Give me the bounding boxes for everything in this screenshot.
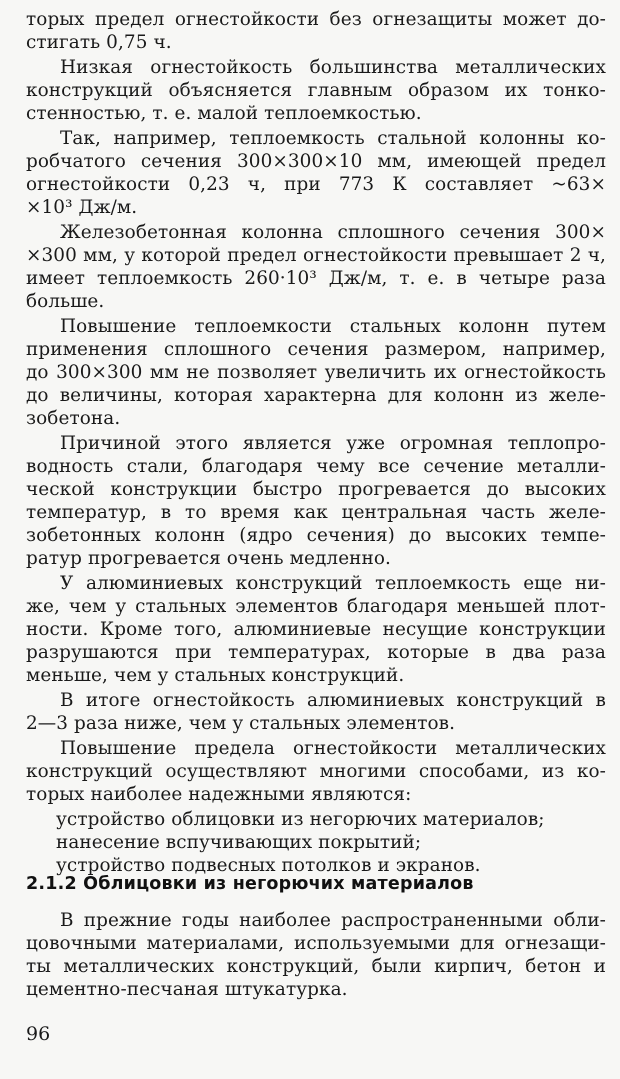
text-line: В прежние годы наиболее распространенными обли- bbox=[60, 910, 606, 931]
text-line: Повышение теплоемкости стальных колонн путем bbox=[60, 316, 606, 337]
text-line: имеет теплоемкость 260·10³ Дж/м, т. е. в четыре раза bbox=[26, 268, 606, 289]
text-line: зобетонных колонн (ядро сечения) до высоких темпе- bbox=[26, 525, 606, 546]
method-list bbox=[26, 808, 606, 877]
text-line: Железобетонная колонна сплошного сечения 300× bbox=[60, 222, 606, 243]
text-line: ×300 мм, у которой предел огнестойкости превышает 2 ч, bbox=[26, 245, 606, 266]
paragraph bbox=[26, 432, 606, 570]
text-line: стенностью, т. е. малой теплоемкостью. bbox=[26, 103, 422, 124]
paragraph bbox=[26, 8, 606, 54]
text-line: же, чем у стальных элементов благодаря меньшей плот- bbox=[26, 596, 606, 617]
text-line: температур, в то время как центральная часть желе- bbox=[26, 502, 606, 523]
text-line: В итоге огнестойкость алюминиевых конструкций в bbox=[60, 690, 606, 711]
text-line: Так, например, теплоемкость стальной колонны ко- bbox=[60, 128, 606, 149]
page-number: 96 bbox=[26, 1023, 51, 1045]
text-line: ратур прогревается очень медленно. bbox=[26, 548, 392, 569]
paragraph bbox=[26, 737, 606, 806]
text-line: ты металлических конструкций, были кирпич, бетон и bbox=[26, 956, 606, 977]
text-line: Причиной этого является уже огромная теплопро- bbox=[60, 433, 606, 454]
text-line: ×10³ Дж/м. bbox=[26, 197, 138, 218]
text-line: торых предел огнестойкости без огнезащиты может до- bbox=[26, 9, 606, 30]
list-item: нанесение вспучивающих покрытий; bbox=[56, 832, 422, 853]
paragraph bbox=[26, 56, 606, 125]
text-line: Повышение предела огнестойкости металлических bbox=[60, 738, 606, 759]
text-line: меньше, чем у стальных конструкций. bbox=[26, 665, 405, 686]
main-text bbox=[26, 8, 606, 879]
text-line: конструкций объясняется главным образом их тонко- bbox=[26, 80, 606, 101]
text-line: робчатого сечения 300×300×10 мм, имеющей предел bbox=[26, 151, 606, 172]
text-line: Низкая огнестойкость большинства металлических bbox=[60, 57, 606, 78]
text-line: зобетона. bbox=[26, 408, 121, 429]
text-line: водность стали, благодаря чему все сечение металли- bbox=[26, 456, 606, 477]
section-heading: 2.1.2 Облицовки из негорючих материалов bbox=[26, 874, 474, 894]
text-line: огнестойкости 0,23 ч, при 773 К составляет ~63× bbox=[26, 174, 606, 195]
paragraph bbox=[26, 221, 606, 313]
paragraph bbox=[26, 127, 606, 219]
text-line: торых наиболее надежными являются: bbox=[26, 784, 412, 805]
text-line: конструкций осуществляют многими способами, из ко- bbox=[26, 761, 606, 782]
text-line: цементно-песчаная штукатурка. bbox=[26, 979, 348, 1000]
text-line: до 300×300 мм не позволяет увеличить их огнестойкость bbox=[26, 362, 606, 383]
text-line: ности. Кроме того, алюминиевые несущие конструкции bbox=[26, 619, 606, 640]
text-line: больше. bbox=[26, 291, 105, 312]
text-line: разрушаются при температурах, которые в два раза bbox=[26, 642, 606, 663]
text-line: 2—3 раза ниже, чем у стальных элементов. bbox=[26, 713, 456, 734]
paragraph bbox=[26, 315, 606, 430]
text-line: применения сплошного сечения размером, например, bbox=[26, 339, 606, 360]
list-item: устройство подвесных потолков и экранов. bbox=[56, 855, 481, 876]
text-line: цовочными материалами, используемыми для огнезащи- bbox=[26, 933, 606, 954]
text-line: стигать 0,75 ч. bbox=[26, 32, 172, 53]
section-text bbox=[26, 909, 606, 1001]
text-line: до величины, которая характерна для колонн из желе- bbox=[26, 385, 606, 406]
text-line: У алюминиевых конструкций теплоемкость еще ни- bbox=[60, 573, 606, 594]
paragraph bbox=[26, 689, 606, 735]
list-item: устройство облицовки из негорючих материалов; bbox=[56, 809, 545, 830]
paragraph bbox=[26, 572, 606, 687]
text-line: ческой конструкции быстро прогревается до высоких bbox=[26, 479, 606, 500]
